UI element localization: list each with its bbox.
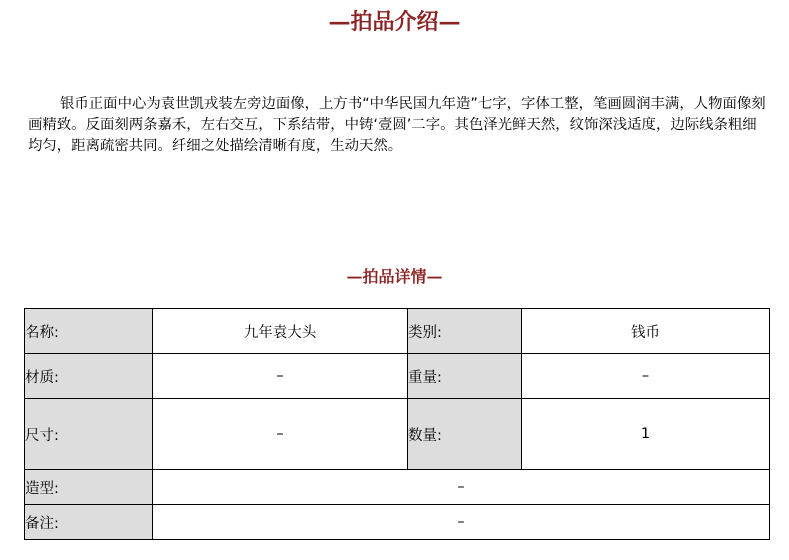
weight-label: 重量:	[408, 354, 522, 399]
quantity-value: 1	[522, 399, 770, 470]
details-table	[24, 308, 770, 540]
material-value: –	[153, 354, 408, 399]
category-label: 类别:	[408, 309, 522, 354]
size-value: –	[153, 399, 408, 470]
table-row	[25, 505, 770, 540]
table-row	[25, 309, 770, 354]
quantity-label: 数量:	[408, 399, 522, 470]
category-value: 钱币	[522, 309, 770, 354]
intro-section-title: —拍品介绍—	[328, 9, 461, 35]
table-row	[25, 354, 770, 399]
note-label: 备注:	[25, 505, 153, 540]
details-section-title: —拍品详情—	[346, 267, 443, 286]
material-label: 材质:	[25, 354, 153, 399]
shape-label: 造型:	[25, 470, 153, 505]
note-value: –	[153, 505, 770, 540]
name-label: 名称:	[25, 309, 153, 354]
size-label: 尺寸:	[25, 399, 153, 470]
weight-value: –	[522, 354, 770, 399]
intro-paragraph: 银币正面中心为袁世凯戎装左旁边面像，上方书“中华民国九年造”七字，字体工整，笔画圆润丰满，人物面像刻画精致。反面刻两条嘉禾，左右交互，下系结带，中铸‘壹圆’二字。其色泽光鲜天然，纹饰深浅适度，边际线条粗细均匀，距离疏密共同。纤细之处描绘清晰有度，生动天然。	[28, 96, 766, 154]
shape-value: –	[153, 470, 770, 505]
table-row	[25, 399, 770, 470]
name-value: 九年袁大头	[153, 309, 408, 354]
table-row	[25, 470, 770, 505]
